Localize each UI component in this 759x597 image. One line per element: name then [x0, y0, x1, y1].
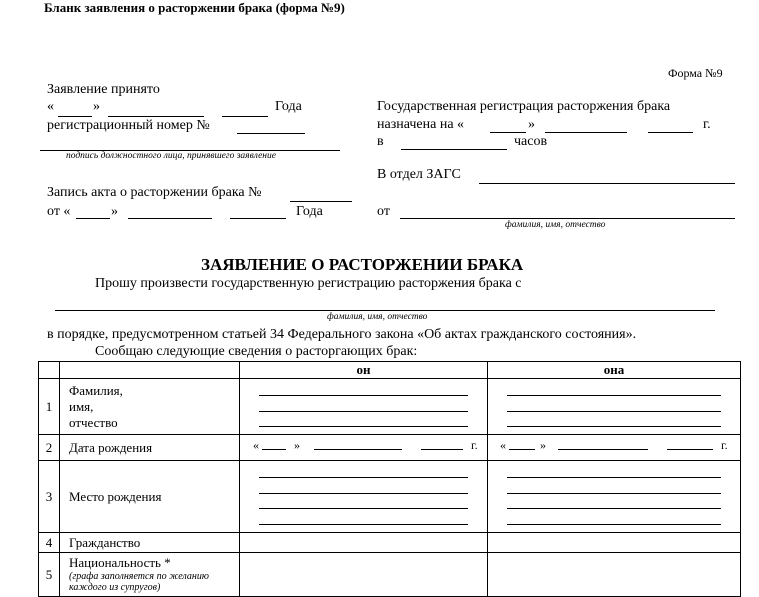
- act-year-label: Года: [296, 204, 323, 219]
- she-birthplace-line[interactable]: [507, 508, 721, 509]
- date-quote-open: «: [500, 438, 506, 452]
- she-fio-line[interactable]: [507, 395, 721, 396]
- he-birth-year-field[interactable]: [421, 449, 463, 450]
- spouse-name-field[interactable]: [55, 310, 715, 311]
- she-birthplace-line[interactable]: [507, 524, 721, 525]
- accepted-label: Заявление принято: [47, 82, 160, 97]
- he-birthdate-cell[interactable]: [240, 435, 488, 461]
- act-day-field[interactable]: [76, 218, 110, 219]
- header-label-cell: [60, 362, 240, 379]
- table-header-row: [39, 362, 741, 379]
- table-row: [39, 533, 741, 553]
- she-birth-month-field[interactable]: [558, 449, 648, 450]
- he-birthplace-line[interactable]: [259, 524, 468, 525]
- accepted-quote-close: »: [93, 99, 100, 114]
- he-citizenship-cell[interactable]: [240, 533, 488, 553]
- act-record-number-field[interactable]: [290, 201, 352, 202]
- she-birthplace-line[interactable]: [507, 493, 721, 494]
- document-header: Бланк заявления о расторжении брака (форма №9): [44, 0, 345, 15]
- scheduled-year-label: г.: [703, 117, 711, 132]
- she-fio-cell[interactable]: [488, 379, 741, 435]
- hours-label: часов: [514, 134, 548, 149]
- nationality-note: (графа заполняется по желанию каждого из супругов): [69, 571, 209, 593]
- reg-number-field[interactable]: [237, 133, 305, 134]
- applicant-name-caption: фамилия, имя, отчество: [505, 220, 606, 230]
- act-month-field[interactable]: [128, 218, 212, 219]
- he-birth-month-field[interactable]: [314, 449, 402, 450]
- row-number: 4: [39, 533, 60, 553]
- act-record-label: Запись акта о расторжении брака №: [47, 185, 262, 200]
- from-label: от: [377, 204, 390, 219]
- scheduled-year-field[interactable]: [648, 132, 693, 133]
- row-number: 3: [39, 461, 60, 533]
- she-birth-year-field[interactable]: [667, 449, 713, 450]
- she-fio-line[interactable]: [507, 411, 721, 412]
- signature-caption: подпись должностного лица, принявшего заявление: [66, 151, 276, 161]
- she-nationality-cell[interactable]: [488, 553, 741, 597]
- table-row: [39, 553, 741, 597]
- he-birthplace-line[interactable]: [259, 477, 468, 478]
- he-fio-line[interactable]: [259, 395, 468, 396]
- scheduled-month-field[interactable]: [545, 132, 627, 133]
- applicant-name-field[interactable]: [400, 218, 735, 219]
- she-birthplace-cell[interactable]: [488, 461, 741, 533]
- fio-name-label: имя,: [69, 398, 94, 414]
- table-row: [39, 379, 741, 435]
- scheduled-day-field[interactable]: [490, 132, 526, 133]
- reg-number-label: регистрационный номер №: [47, 118, 210, 133]
- he-fio-line[interactable]: [259, 426, 468, 427]
- request-text: Прошу произвести государственную регистрацию расторжения брака с: [95, 276, 522, 291]
- date-quote-close: »: [294, 438, 300, 452]
- he-birthplace-line[interactable]: [259, 508, 468, 509]
- he-birthplace-cell[interactable]: [240, 461, 488, 533]
- row-label-birthplace: Место рождения: [60, 461, 240, 533]
- form-number: Форма №9: [668, 66, 723, 80]
- state-reg-label: Государственная регистрация расторжения брака: [377, 99, 671, 114]
- act-quote-close: »: [111, 204, 118, 219]
- she-citizenship-cell[interactable]: [488, 533, 741, 553]
- row-number: 1: [39, 379, 60, 435]
- to-zags-label: В отдел ЗАГС: [377, 167, 461, 182]
- scheduled-hours-field[interactable]: [401, 149, 507, 150]
- she-birthdate-cell[interactable]: [488, 435, 741, 461]
- he-birthdate[interactable]: [240, 435, 487, 460]
- row-label-nationality: [60, 553, 240, 597]
- she-birthplace-line[interactable]: [507, 477, 721, 478]
- she-fio-line[interactable]: [507, 426, 721, 427]
- fio-surname-label: Фамилия,: [69, 382, 123, 398]
- column-he: он: [240, 362, 488, 379]
- table-row: [39, 461, 741, 533]
- law-text: в порядке, предусмотренном статьей 34 Федерального закона «Об актах гражданского состояния».: [47, 327, 637, 342]
- she-birthdate[interactable]: [488, 435, 740, 460]
- row-number: 2: [39, 435, 60, 461]
- spouse-info-table: [38, 361, 741, 597]
- he-fio-cell[interactable]: [240, 379, 488, 435]
- column-she: она: [488, 362, 741, 379]
- inform-text: Сообщаю следующие сведения о расторгающих брак:: [95, 344, 418, 359]
- he-nationality-cell[interactable]: [240, 553, 488, 597]
- date-quote-close: »: [540, 438, 546, 452]
- he-birth-day-field[interactable]: [262, 449, 286, 450]
- she-birth-day-field[interactable]: [509, 449, 535, 450]
- row-label-citizenship: Гражданство: [60, 533, 240, 553]
- scheduled-quote-close: »: [528, 117, 535, 132]
- spouse-name-caption: фамилия, имя, отчество: [327, 312, 428, 322]
- zags-name-field[interactable]: [479, 183, 735, 184]
- scheduled-at-label: в: [377, 134, 384, 149]
- row-label-fio: [60, 379, 240, 435]
- accepted-month-field[interactable]: [108, 116, 204, 117]
- accepted-year-label: Года: [275, 99, 302, 114]
- date-year-suffix: г.: [471, 438, 478, 452]
- act-from-label: от «: [47, 204, 71, 219]
- he-birthplace-line[interactable]: [259, 493, 468, 494]
- fio-patronymic-label: отчество: [69, 414, 118, 430]
- date-year-suffix: г.: [721, 438, 728, 452]
- row-label-birthdate: Дата рождения: [60, 435, 240, 461]
- he-fio-line[interactable]: [259, 411, 468, 412]
- table-row: [39, 435, 741, 461]
- act-year-field[interactable]: [230, 218, 286, 219]
- page-title: ЗАЯВЛЕНИЕ О РАСТОРЖЕНИИ БРАКА: [201, 255, 524, 274]
- header-num-cell: [39, 362, 60, 379]
- accepted-day-field[interactable]: [58, 116, 92, 117]
- accepted-year-field[interactable]: [222, 116, 268, 117]
- nationality-label: Национальность *: [69, 555, 171, 570]
- date-quote-open: «: [253, 438, 259, 452]
- scheduled-on-label: назначена на «: [377, 117, 465, 132]
- accepted-quote-open: «: [47, 99, 54, 114]
- row-number: 5: [39, 553, 60, 597]
